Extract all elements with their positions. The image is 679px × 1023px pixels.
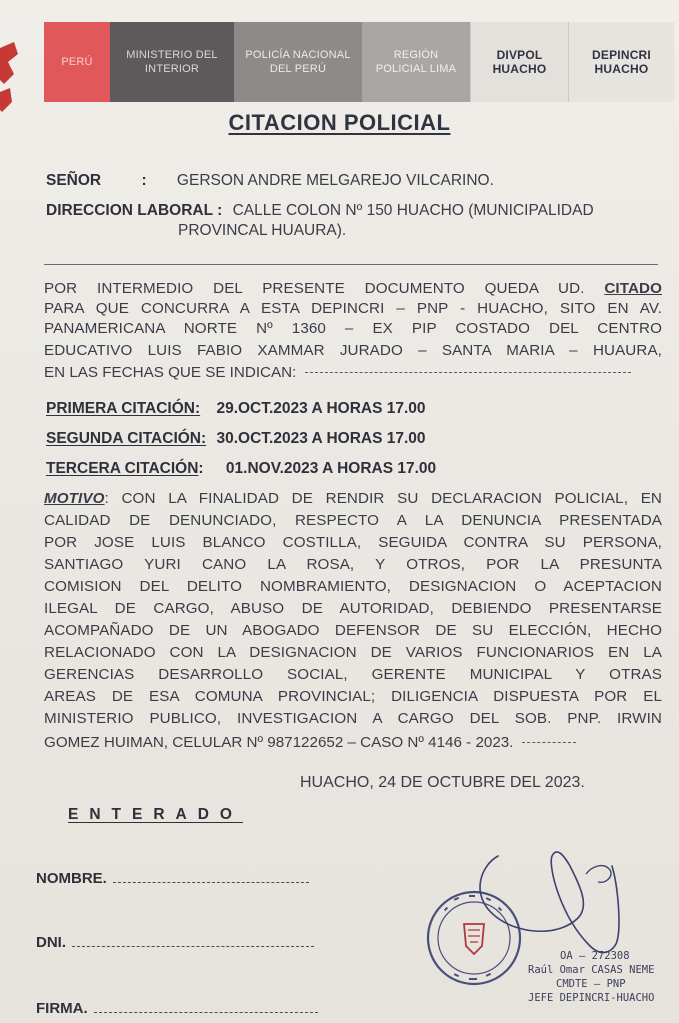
motivo-label: MOTIVO [44,490,105,507]
recipient-separator: : [141,172,147,189]
document-title: CITACION POLICIAL [228,110,451,135]
motivo-line-12 [44,734,576,751]
motivo-line-5: COMISION DEL DELITO NOMBRAMIENTO, DESIGNACION O ACEPTACION [44,578,662,595]
intro-line-1 [44,280,662,297]
address-label: DIRECCION LABORAL : [46,202,223,219]
motivo-line-12-text: GOMEZ HUIMAN, CELULAR Nº 987122652 – CASO Nº 4146 - 2023. [44,734,514,751]
intro-line-4: EDUCATIVO LUIS FABIO XAMMAR JURADO – SANTA MARIA – HUAURA, [44,342,662,359]
separator-rule [44,264,658,265]
citation-3-sep: : [198,460,204,477]
dash-fill [305,372,631,373]
address-line2: PROVINCAL HUAURA). [178,222,347,239]
firma-blank [94,1012,318,1013]
signature-name: Raúl Omar CASAS NEME [528,964,655,976]
dni-label: DNI. [36,934,66,951]
motivo-line-9: GERENCIAS DESARROLLO SOCIAL, GERENTE MUNICIPAL Y OTRAS [44,666,662,683]
citation-2-value: 30.OCT.2023 A HORAS 17.00 [216,430,426,447]
signature-code: OA – 272308 [560,950,630,962]
header-depincri: DEPINCRI HUACHO [568,22,674,102]
motivo-line-4: SANTIAGO YURI CANO LA ROSA, Y OTROS, POR LA PRESUNTA [44,556,662,573]
header-divpol: DIVPOL HUACHO [470,22,568,102]
nombre-label: NOMBRE. [36,870,107,887]
dni-field [36,934,314,951]
motivo-line-10: AREAS DE ESA COMUNA PROVINCIAL; DILIGENCIA DISPUESTA POR EL [44,688,662,705]
intro-line-2: PARA QUE CONCURRA A ESTA DEPINCRI – PNP - HUACHO, SITO EN AV. [44,300,662,317]
motivo-line-1-text: : CON LA FINALIDAD DE RENDIR SU DECLARACION POLICIAL, EN [104,490,662,507]
citation-1-value: 29.OCT.2023 A HORAS 17.00 [216,400,426,417]
header-peru: PERÚ [44,22,110,102]
motivo-line-8: RELACIONADO CON LA DESIGNACION DE VARIOS FUNCIONARIOS EN LA [44,644,662,661]
motivo-line-1 [44,490,662,507]
nombre-blank [113,882,309,883]
peru-flag-mark [0,40,22,120]
citation-2 [46,430,426,448]
address-line [46,202,594,220]
citation-3-value: 01.NOV.2023 A HORAS 17.00 [225,460,437,477]
intro-text: POR INTERMEDIO DEL PRESENTE DOCUMENTO QUEDA UD. [44,280,585,297]
motivo-line-11: MINISTERIO PUBLICO, INVESTIGACION A CARGO DEL SOB. PNP. IRWIN [44,710,662,727]
dni-blank [72,946,314,947]
intro-line-5-text: EN LAS FECHAS QUE SE INDICAN: [44,364,297,381]
header-policia: POLICÍA NACIONAL DEL PERÚ [234,22,362,102]
citation-1-label: PRIMERA CITACIÓN: [46,400,201,417]
citation-3 [46,460,436,478]
citation-3-label: TERCERA CITACIÓN [46,460,199,477]
signature-rank: CMDTE – PNP [556,978,626,990]
header-ministerio: MINISTERIO DEL INTERIOR [110,22,234,102]
firma-field [36,1000,318,1017]
motivo-line-6: ILEGAL DE CARGO, ABUSO DE AUTORIDAD, DEBIENDO PRESENTARSE [44,600,662,617]
motivo-line-7: ACOMPAÑADO DE UN ABOGADO DEFENSOR DE SU ELECCIÓN, HECHO [44,622,662,639]
enterado-heading: ENTERADO [68,806,243,823]
recipient-name: GERSON ANDRE MELGAREJO VILCARINO. [176,172,494,189]
citation-2-label: SEGUNDA CITACIÓN: [46,430,207,447]
date-line: HUACHO, 24 DE OCTUBRE DEL 2023. [300,774,585,791]
recipient-label: SEÑOR [46,172,102,189]
citation-1 [46,400,426,418]
intro-line-3: PANAMERICANA NORTE Nº 1360 – EX PIP COSTADO DEL CENTRO [44,320,662,337]
institution-header [44,22,674,102]
dash-fill [522,742,576,743]
header-region: REGIÓN POLICIAL LIMA [362,22,470,102]
signature-role: JEFE DEPINCRI-HUACHO [528,992,655,1004]
motivo-line-2: CALIDAD DE DENUNCIADO, RESPECTO A LA DENUNCIA PRESENTADA [44,512,662,529]
citado-word: CITADO [604,280,662,297]
intro-line-5 [44,364,631,381]
address-line1: CALLE COLON Nº 150 HUACHO (MUNICIPALIDAD [232,202,594,219]
firma-label: FIRMA. [36,1000,88,1017]
motivo-line-3: POR JOSE LUIS BLANCO COSTILLA, SEGUIDA CONTRA SU PERSONA, [44,534,662,551]
recipient-line [46,172,494,190]
nombre-field [36,870,309,887]
